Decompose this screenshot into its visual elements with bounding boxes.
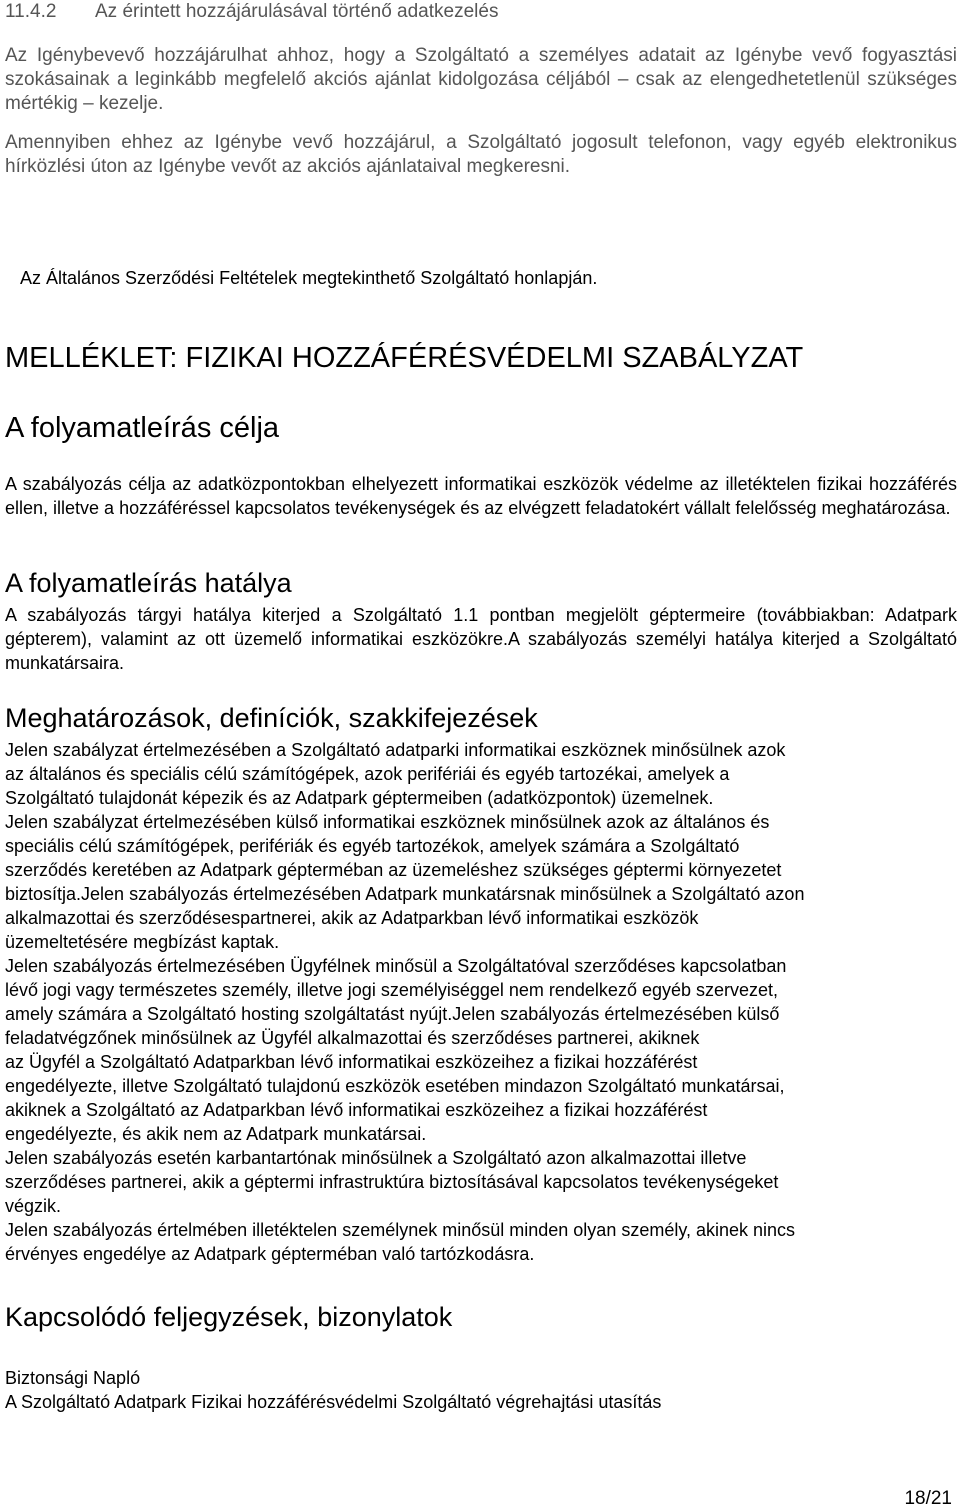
purpose-text: A szabályozás célja az adatközpontokban elhelyezett informatikai eszközök védelme az illetéktelen fizikai hozzáférés ellen, illetve a hozzáféréssel kapcsolatos tevékenységek és az elvégzett feladatokért vállalt felelősség meghatározása. (5, 474, 957, 518)
related-heading: Kapcsolódó feljegyzések, bizonylatok (5, 1302, 453, 1332)
definitions-line: az Ügyfél a Szolgáltató Adatparkban lévő informatikai eszközeihez a fizikai hozzáférést (5, 1052, 698, 1072)
consent-paragraph: Az Igénybevevő hozzájárulhat ahhoz, hogy a Szolgáltató a személyes adatait az Igénybe vevő fogyasztási szokásainak a leginkább megfelelő akciós ajánlat kidolgozása céljából – csak az elengedhetetlenül szükséges mértékig – kezelje. (5, 45, 957, 114)
definitions-line: Jelen szabályzat értelmezésében a Szolgáltató adatparki informatikai eszköznek minősülnek azok (5, 740, 786, 760)
related-item: Biztonsági Napló (5, 1368, 141, 1388)
definitions-line: szerződéses partnerei, akik a géptermi infrastruktúra biztosításával kapcsolatos tevékenységeket (5, 1172, 779, 1192)
definitions-line: alkalmazottai és szerződésespartnerei, akik az Adatparkban lévő informatikai eszközök (5, 908, 699, 928)
definitions-line: lévő jogi vagy természetes személy, illetve jogi személyiséggel nem rendelkező egyéb szervezet, (5, 980, 779, 1000)
definitions-line: feladatvégzőnek minősülnek az Ügyfél alkalmazottai és szerződéses partnerei, akiknek (5, 1028, 700, 1048)
marketing-paragraph: Amennyiben ehhez az Igénybe vevő hozzájárul, a Szolgáltató jogosult telefonon, vagy egyéb elektronikus hírközlési úton az Igénybe vevőt az akciós ajánlataival megkeresni. (5, 132, 957, 177)
definitions-line: érvényes engedélye az Adatpark gépterméban való tartózkodásra. (5, 1244, 535, 1264)
definitions-line: szerződés keretében az Adatpark gépterméban az üzemeléshez szükséges géptermi környezetet (5, 860, 782, 880)
section-title: Az érintett hozzájárulásával történő adatkezelés (95, 1, 499, 22)
definitions-line: Jelen szabályzat értelmezésében külső informatikai eszköznek minősülnek azok az általános és (5, 812, 770, 832)
annex-title: MELLÉKLET: FIZIKAI HOZZÁFÉRÉSVÉDELMI SZABÁLYZAT (5, 342, 804, 374)
related-item: A Szolgáltató Adatpark Fizikai hozzáférésvédelmi Szolgáltató végrehajtási utasítás (5, 1392, 662, 1412)
definitions-line: engedélyezte, illetve Szolgáltató tulajdonú eszközök esetében mindazon Szolgáltató munkatársai, (5, 1076, 785, 1096)
definitions-line: az általános és speciális célú számítógépek, azok perifériái és egyéb tartozékai, amelyek a (5, 764, 730, 784)
definitions-line: amely számára a Szolgáltató hosting szolgáltatást nyújt.Jelen szabályozás értelmezésében külső (5, 1004, 780, 1024)
purpose-heading: A folyamatleírás célja (5, 412, 280, 444)
definitions-text (5, 738, 957, 1266)
definitions-line: Jelen szabályozás esetén karbantartónak minősülnek a Szolgáltató azon alkalmazottai illetve (5, 1148, 747, 1168)
definitions-line: biztosítja.Jelen szabályozás értelmezésében Adatpark munkatársnak minősülnek a Szolgáltató azon (5, 884, 805, 904)
definitions-line: üzemeltetésére megbízást kaptak. (5, 932, 280, 952)
definitions-line: végzik. (5, 1196, 62, 1216)
definitions-line: speciális célú számítógépek, perifériák és egyéb tartozékok, amelyek számára a Szolgáltató (5, 836, 740, 856)
section-number: 11.4.2 (5, 1, 57, 22)
terms-note: Az Általános Szerződési Feltételek megtekinthető Szolgáltató honlapján. (20, 268, 598, 288)
scope-heading: A folyamatleírás hatálya (5, 568, 292, 598)
definitions-heading: Meghatározások, definíciók, szakkifejezések (5, 703, 538, 733)
page-number: 18/21 (904, 1488, 952, 1509)
definitions-line: akiknek a Szolgáltató az Adatparkban lévő informatikai eszközeihez a fizikai hozzáférést (5, 1100, 708, 1120)
definitions-line: Jelen szabályozás értelmében illetéktelen személynek minősül minden olyan személy, akinek nincs (5, 1220, 796, 1240)
definitions-line: Jelen szabályozás értelmezésében Ügyfélnek minősül a Szolgáltatóval szerződéses kapcsolatban (5, 956, 787, 976)
scope-text: A szabályozás tárgyi hatálya kiterjed a Szolgáltató 1.1 pontban megjelölt géptermeire (továbbiakban: Adatpark gépterem), valamint az ott üzemelő informatikai eszközökre.A szabályozás személyi hatálya kiterjed a Szolgáltató munkatársaira. (5, 605, 957, 673)
definitions-line: engedélyezte, és akik nem az Adatpark munkatársai. (5, 1124, 427, 1144)
section-heading (5, 0, 957, 24)
related-list (5, 1366, 957, 1414)
definitions-line: Szolgáltató tulajdonát képezik és az Adatpark géptermeiben (adatközpontok) üzemelnek. (5, 788, 714, 808)
